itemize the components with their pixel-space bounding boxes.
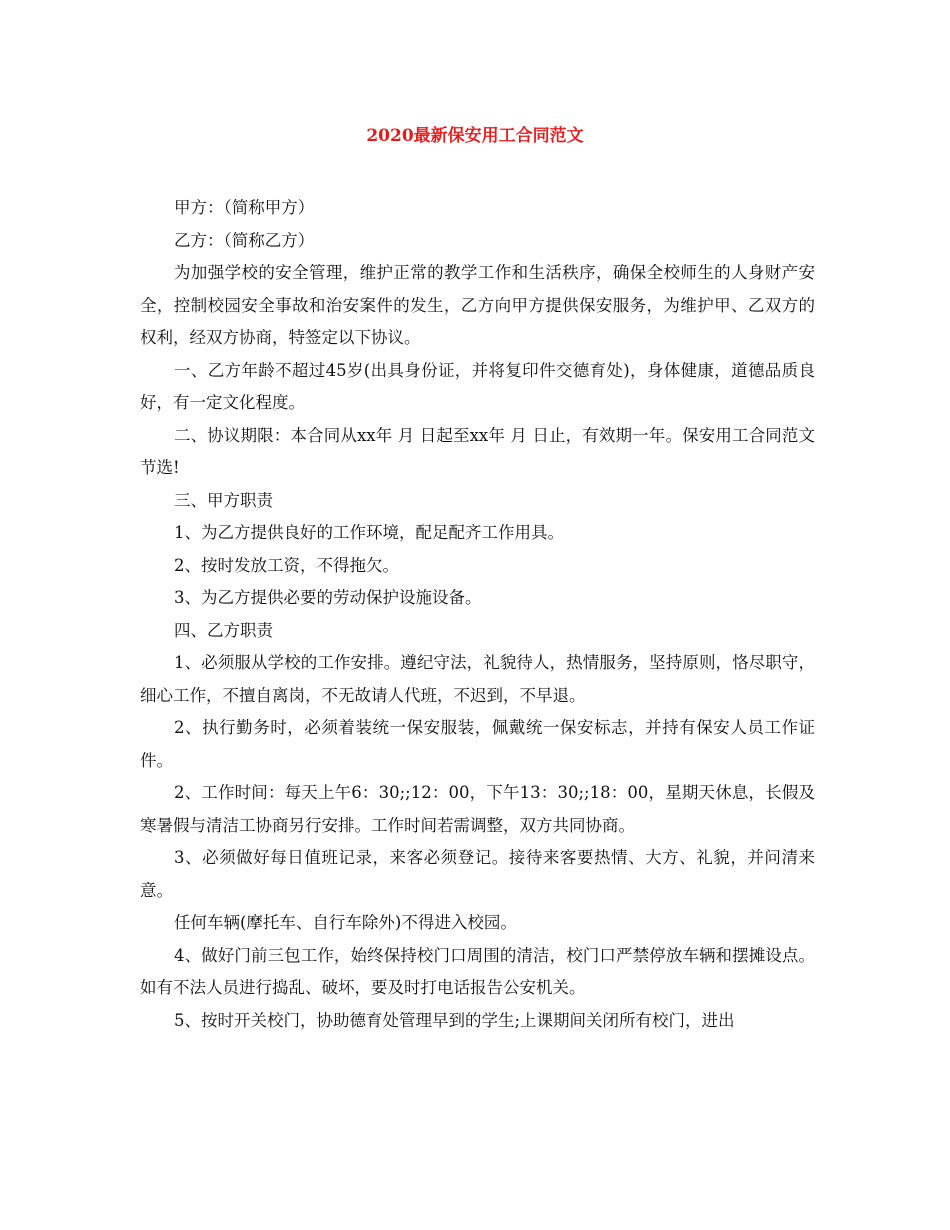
paragraph-item: 1、必须服从学校的工作安排。遵纪守法，礼貌待人，热情服务，坚持原则，恪尽职守，细心工作，不擅自离岗，不无故请人代班，不迟到，不早退。	[140, 653, 815, 705]
paragraph-party-b: 乙方：（简称乙方）	[174, 230, 315, 250]
paragraph-item: 2、执行勤务时，必须着装统一保安服装，佩戴统一保安标志，并持有保安人员工作证件。	[140, 718, 815, 770]
paragraph-item: 1、为乙方提供良好的工作环境，配足配齐工作用具。	[174, 523, 564, 542]
paragraph-item: 3、必须做好每日值班记录，来客必须登记。接待来客要热情、大方、礼貌，并问清来意。	[140, 848, 815, 900]
paragraph-preamble: 为加强学校的安全管理，维护正常的教学工作和生活秩序，确保全校师生的人身财产安全，控制校园安全事故和治安案件的发生，乙方向甲方提供保安服务，为维护甲、乙双方的权利，经双方协商，特签定以下协议。	[140, 263, 815, 347]
paragraph-heading-3: 三、甲方职责	[174, 490, 273, 510]
document-body	[140, 192, 815, 1037]
paragraph-item: 2、工作时间：每天上午6：30;;12：00，下午13：30;;18：00，星期天休息，长假及寒暑假与清洁工协商另行安排。工作时间若需调整，双方共同协商。	[140, 783, 815, 835]
paragraph-item: 2、按时发放工资，不得拖欠。	[174, 555, 399, 575]
paragraph-item: 3、为乙方提供必要的劳动保护设施设备。	[174, 588, 482, 607]
paragraph-clause-2: 二、协议期限：本合同从xx年 月 日起至xx年 月 日止，有效期一年。保安用工合同范文节选!	[140, 425, 815, 477]
paragraph-item: 任何车辆(摩托车、自行车除外)不得进入校园。	[174, 913, 517, 932]
document-title: 2020最新保安用工合同范文	[366, 126, 584, 146]
paragraph-heading-4: 四、乙方职责	[174, 620, 273, 640]
paragraph-item: 5、按时开关校门，协助德育处管理早到的学生;上课期间关闭所有校门，进出	[174, 1010, 735, 1030]
paragraph-clause-1: 一、乙方年龄不超过45岁(出具身份证，并将复印件交德育处)，身体健康，道德品质良好，有一定文化程度。	[140, 360, 815, 412]
paragraph-item: 4、做好门前三包工作，始终保持校门口周围的清洁，校门口严禁停放车辆和摆摊设点。如有不法人员进行捣乱、破坏，要及时打电话报告公安机关。	[140, 945, 815, 997]
paragraph-party-a: 甲方：（简称甲方）	[174, 198, 315, 217]
